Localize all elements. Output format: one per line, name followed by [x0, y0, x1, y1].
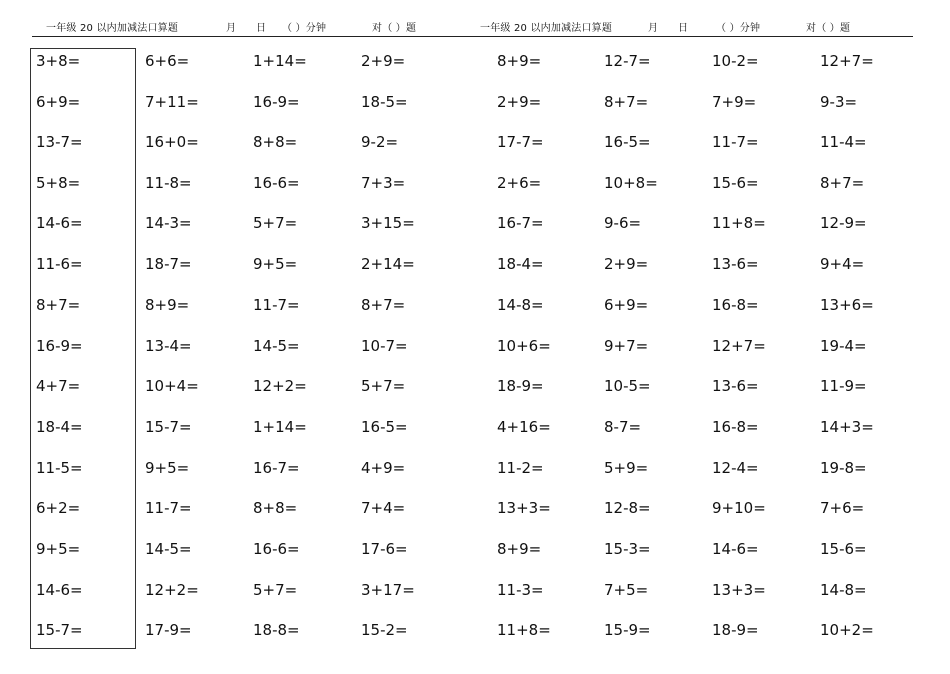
problem-c2-r2: 7+11= — [145, 93, 199, 111]
problem-c8-r6: 9+4= — [820, 255, 865, 273]
problem-c4-r7: 8+7= — [361, 296, 406, 314]
problem-c4-r5: 3+15= — [361, 214, 415, 232]
problem-c3-r8: 14-5= — [253, 337, 300, 355]
left-title: 一年级 20 以内加减法口算题 — [46, 23, 179, 34]
problem-c1-r5: 14-6= — [36, 214, 83, 232]
problem-c1-r13: 9+5= — [36, 540, 81, 558]
problem-c7-r7: 16-8= — [712, 296, 759, 314]
right-day-label: 日 — [678, 23, 689, 34]
problem-c2-r4: 11-8= — [145, 174, 192, 192]
problem-c5-r14: 11-3= — [497, 581, 544, 599]
problem-c5-r12: 13+3= — [497, 499, 551, 517]
problem-c2-r15: 17-9= — [145, 621, 192, 639]
problem-c8-r10: 14+3= — [820, 418, 874, 436]
problem-c1-r7: 8+7= — [36, 296, 81, 314]
problem-c8-r1: 12+7= — [820, 52, 874, 70]
problem-c6-r11: 5+9= — [604, 459, 649, 477]
problem-c8-r13: 15-6= — [820, 540, 867, 558]
left-correct-field: 对（ ）题 — [372, 23, 417, 34]
problem-c7-r15: 18-9= — [712, 621, 759, 639]
problem-c4-r12: 7+4= — [361, 499, 406, 517]
problem-c7-r4: 15-6= — [712, 174, 759, 192]
problem-c3-r5: 5+7= — [253, 214, 298, 232]
problem-c6-r3: 16-5= — [604, 133, 651, 151]
problem-c6-r8: 9+7= — [604, 337, 649, 355]
problem-c7-r1: 10-2= — [712, 52, 759, 70]
problem-c1-r3: 13-7= — [36, 133, 83, 151]
problem-c8-r5: 12-9= — [820, 214, 867, 232]
left-minutes-field: （ ）分钟 — [282, 23, 327, 34]
problem-c3-r15: 18-8= — [253, 621, 300, 639]
problem-c3-r14: 5+7= — [253, 581, 298, 599]
problem-c4-r9: 5+7= — [361, 377, 406, 395]
problem-c5-r11: 11-2= — [497, 459, 544, 477]
problem-c7-r8: 12+7= — [712, 337, 766, 355]
problem-c6-r14: 7+5= — [604, 581, 649, 599]
header-rule — [32, 36, 913, 37]
worksheet-header — [0, 0, 950, 36]
left-day-label: 日 — [256, 23, 267, 34]
problem-c3-r1: 1+14= — [253, 52, 307, 70]
problem-c8-r14: 14-8= — [820, 581, 867, 599]
problem-c3-r7: 11-7= — [253, 296, 300, 314]
problem-c5-r2: 2+9= — [497, 93, 542, 111]
problem-c8-r15: 10+2= — [820, 621, 874, 639]
problem-c6-r10: 8-7= — [604, 418, 642, 436]
problem-c2-r6: 18-7= — [145, 255, 192, 273]
problem-c8-r7: 13+6= — [820, 296, 874, 314]
problem-c4-r4: 7+3= — [361, 174, 406, 192]
problem-c2-r14: 12+2= — [145, 581, 199, 599]
problem-c5-r10: 4+16= — [497, 418, 551, 436]
problem-c5-r13: 8+9= — [497, 540, 542, 558]
problem-c6-r9: 10-5= — [604, 377, 651, 395]
problem-c7-r12: 9+10= — [712, 499, 766, 517]
problem-c2-r12: 11-7= — [145, 499, 192, 517]
problem-c5-r7: 14-8= — [497, 296, 544, 314]
problem-c1-r10: 18-4= — [36, 418, 83, 436]
problem-c3-r4: 16-6= — [253, 174, 300, 192]
problem-c3-r13: 16-6= — [253, 540, 300, 558]
problem-c1-r14: 14-6= — [36, 581, 83, 599]
problem-c1-r2: 6+9= — [36, 93, 81, 111]
left-month-label: 月 — [226, 23, 237, 34]
right-minutes-field: （ ）分钟 — [716, 23, 761, 34]
problem-c1-r15: 15-7= — [36, 621, 83, 639]
problem-c5-r1: 8+9= — [497, 52, 542, 70]
problem-c1-r6: 11-6= — [36, 255, 83, 273]
problem-c6-r6: 2+9= — [604, 255, 649, 273]
problem-c3-r2: 16-9= — [253, 93, 300, 111]
problem-c2-r5: 14-3= — [145, 214, 192, 232]
problem-c1-r12: 6+2= — [36, 499, 81, 517]
problem-c4-r6: 2+14= — [361, 255, 415, 273]
problem-c8-r2: 9-3= — [820, 93, 858, 111]
problem-c4-r3: 9-2= — [361, 133, 399, 151]
problem-c7-r2: 7+9= — [712, 93, 757, 111]
problem-c7-r9: 13-6= — [712, 377, 759, 395]
problem-c4-r1: 2+9= — [361, 52, 406, 70]
problem-c3-r12: 8+8= — [253, 499, 298, 517]
problem-c2-r3: 16+0= — [145, 133, 199, 151]
problem-c7-r14: 13+3= — [712, 581, 766, 599]
right-title: 一年级 20 以内加减法口算题 — [480, 23, 613, 34]
right-correct-field: 对（ ）题 — [806, 23, 851, 34]
problem-c3-r3: 8+8= — [253, 133, 298, 151]
problem-c8-r9: 11-9= — [820, 377, 867, 395]
problem-c7-r13: 14-6= — [712, 540, 759, 558]
problem-c8-r3: 11-4= — [820, 133, 867, 151]
problem-c7-r6: 13-6= — [712, 255, 759, 273]
problem-c4-r10: 16-5= — [361, 418, 408, 436]
problem-c4-r8: 10-7= — [361, 337, 408, 355]
problem-c1-r1: 3+8= — [36, 52, 81, 70]
problem-c6-r13: 15-3= — [604, 540, 651, 558]
problem-c2-r1: 6+6= — [145, 52, 190, 70]
problem-c7-r3: 11-7= — [712, 133, 759, 151]
problem-c2-r8: 13-4= — [145, 337, 192, 355]
problem-c2-r13: 14-5= — [145, 540, 192, 558]
problem-c4-r11: 4+9= — [361, 459, 406, 477]
problem-c2-r7: 8+9= — [145, 296, 190, 314]
problem-c4-r15: 15-2= — [361, 621, 408, 639]
problem-c1-r8: 16-9= — [36, 337, 83, 355]
problem-c5-r15: 11+8= — [497, 621, 551, 639]
problem-c6-r7: 6+9= — [604, 296, 649, 314]
problem-c3-r11: 16-7= — [253, 459, 300, 477]
problem-c5-r4: 2+6= — [497, 174, 542, 192]
problem-c7-r5: 11+8= — [712, 214, 766, 232]
problem-c8-r11: 19-8= — [820, 459, 867, 477]
problem-c7-r11: 12-4= — [712, 459, 759, 477]
problem-c8-r8: 19-4= — [820, 337, 867, 355]
problem-c2-r9: 10+4= — [145, 377, 199, 395]
problem-c7-r10: 16-8= — [712, 418, 759, 436]
problem-c8-r12: 7+6= — [820, 499, 865, 517]
problem-c6-r5: 9-6= — [604, 214, 642, 232]
problem-c6-r1: 12-7= — [604, 52, 651, 70]
problem-c8-r4: 8+7= — [820, 174, 865, 192]
problem-c5-r3: 17-7= — [497, 133, 544, 151]
problem-c6-r12: 12-8= — [604, 499, 651, 517]
right-month-label: 月 — [648, 23, 659, 34]
problem-c3-r10: 1+14= — [253, 418, 307, 436]
problem-c4-r13: 17-6= — [361, 540, 408, 558]
problem-c3-r6: 9+5= — [253, 255, 298, 273]
problem-c6-r2: 8+7= — [604, 93, 649, 111]
problem-c1-r11: 11-5= — [36, 459, 83, 477]
problem-c5-r5: 16-7= — [497, 214, 544, 232]
problem-c3-r9: 12+2= — [253, 377, 307, 395]
problem-c2-r10: 15-7= — [145, 418, 192, 436]
problem-c5-r6: 18-4= — [497, 255, 544, 273]
problem-c5-r9: 18-9= — [497, 377, 544, 395]
problem-c6-r4: 10+8= — [604, 174, 658, 192]
problem-c1-r4: 5+8= — [36, 174, 81, 192]
problem-c4-r14: 3+17= — [361, 581, 415, 599]
problem-c1-r9: 4+7= — [36, 377, 81, 395]
problem-c2-r11: 9+5= — [145, 459, 190, 477]
problem-c6-r15: 15-9= — [604, 621, 651, 639]
problem-c4-r2: 18-5= — [361, 93, 408, 111]
problem-c5-r8: 10+6= — [497, 337, 551, 355]
